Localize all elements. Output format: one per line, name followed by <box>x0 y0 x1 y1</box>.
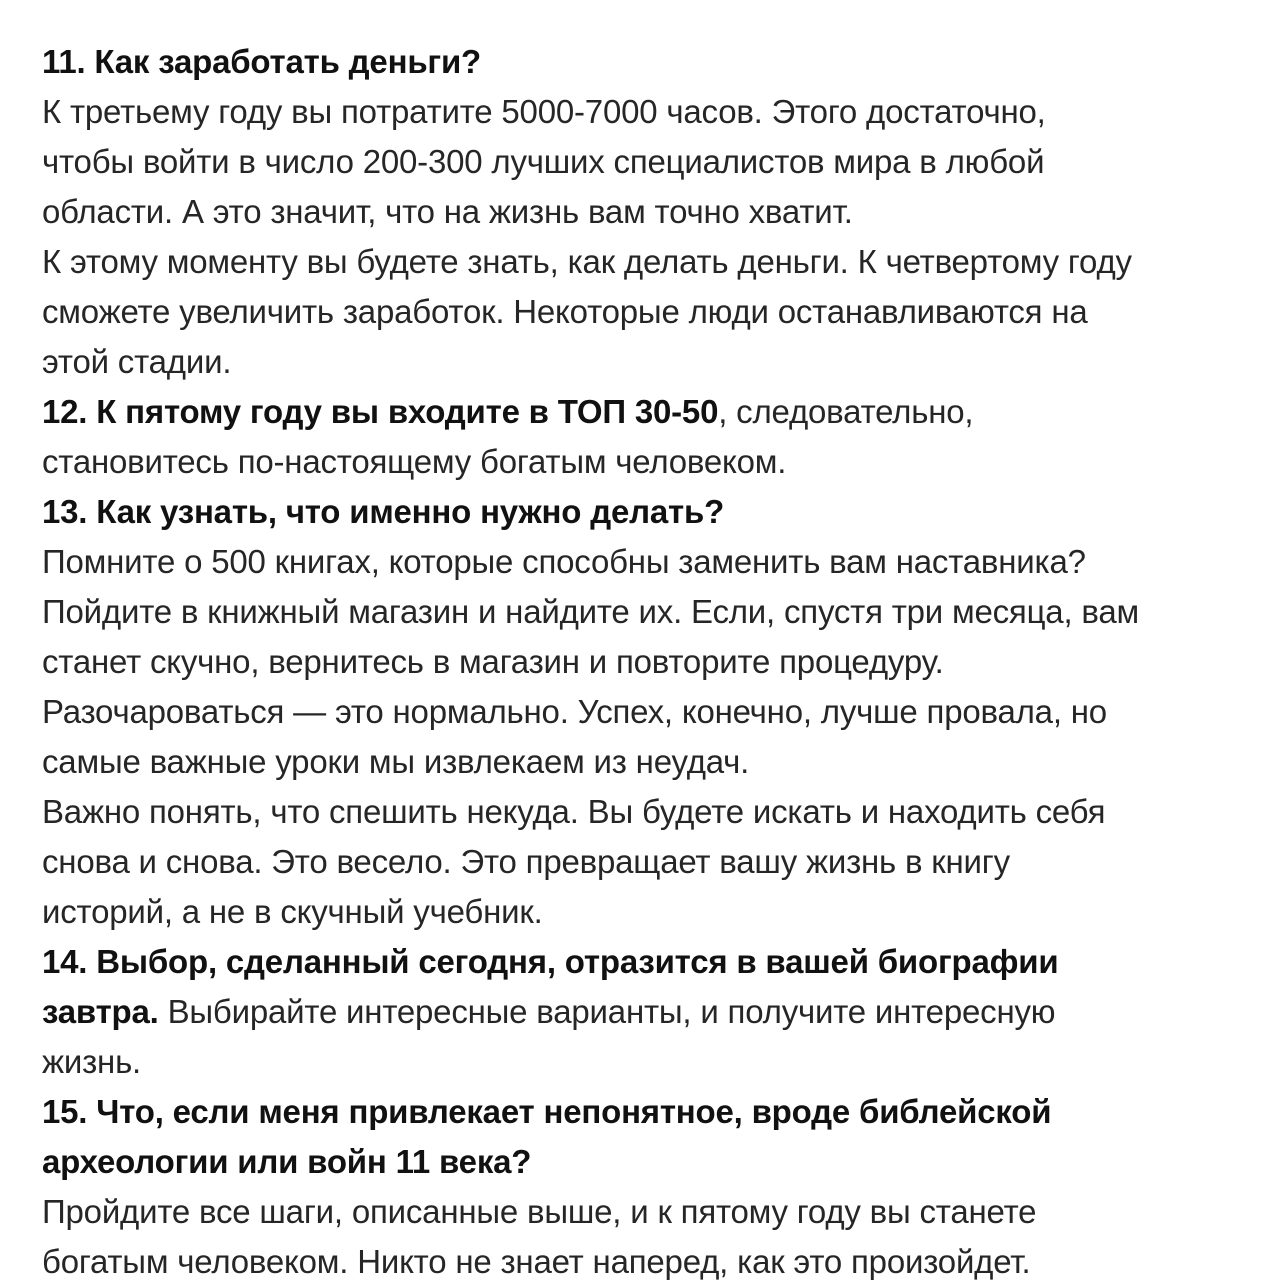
paragraph-line: области. А это значит, что на жизнь вам точно хватит. <box>42 193 853 230</box>
section-heading: 12. К пятому году вы входите в ТОП 30-50 <box>42 393 719 430</box>
paragraph-line: сможете увеличить заработок. Некоторые люди останавливаются на <box>42 293 1088 330</box>
section-heading-continued: археологии или войн 11 века? <box>42 1143 532 1180</box>
paragraph-line: Пройдите все шаги, описанные выше, и к пятому году вы станете <box>42 1193 1037 1230</box>
paragraph-line: жизнь. <box>42 1043 142 1080</box>
heading-tail-text: , следовательно, <box>718 393 974 430</box>
paragraph-line: станет скучно, вернитесь в магазин и повторите процедуру. <box>42 643 944 680</box>
paragraph-line: Важно понять, что спешить некуда. Вы будете искать и находить себя <box>42 793 1106 830</box>
paragraph-line: чтобы войти в число 200-300 лучших специалистов мира в любой <box>42 143 1045 180</box>
paragraph-line: этой стадии. <box>42 343 232 380</box>
paragraph-line: Разочароваться — это нормально. Успех, конечно, лучше провала, но <box>42 693 1107 730</box>
paragraph-line: самые важные уроки мы извлекаем из неудач. <box>42 743 750 780</box>
paragraph-line: богатым человеком. Никто не знает наперед, как это произойдет. <box>42 1243 1031 1280</box>
paragraph-line: Пойдите в книжный магазин и найдите их. Если, спустя три месяца, вам <box>42 593 1139 630</box>
paragraph-line: историй, а не в скучный учебник. <box>42 893 543 930</box>
heading-tail-text: Выбирайте интересные варианты, и получите интересную <box>158 993 1056 1030</box>
paragraph-line: снова и снова. Это весело. Это превращает вашу жизнь в книгу <box>42 843 1010 880</box>
paragraph-line: становитесь по-настоящему богатым человеком. <box>42 443 787 480</box>
document-page <box>42 37 1264 1287</box>
paragraph-line: К третьему году вы потратите 5000-7000 часов. Этого достаточно, <box>42 93 1046 130</box>
paragraph-line: Помните о 500 книгах, которые способны заменить вам наставника? <box>42 543 1086 580</box>
section-heading: 11. Как заработать деньги? <box>42 43 481 80</box>
mixed-line <box>42 387 1264 437</box>
paragraph-line: К этому моменту вы будете знать, как делать деньги. К четвертому году <box>42 243 1132 280</box>
section-heading-continued: завтра. <box>42 993 159 1030</box>
mixed-line <box>42 987 1264 1037</box>
section-heading: 15. Что, если меня привлекает непонятное, вроде библейской <box>42 1093 1052 1130</box>
section-heading: 13. Как узнать, что именно нужно делать? <box>42 493 725 530</box>
section-heading: 14. Выбор, сделанный сегодня, отразится в вашей биографии <box>42 943 1059 980</box>
